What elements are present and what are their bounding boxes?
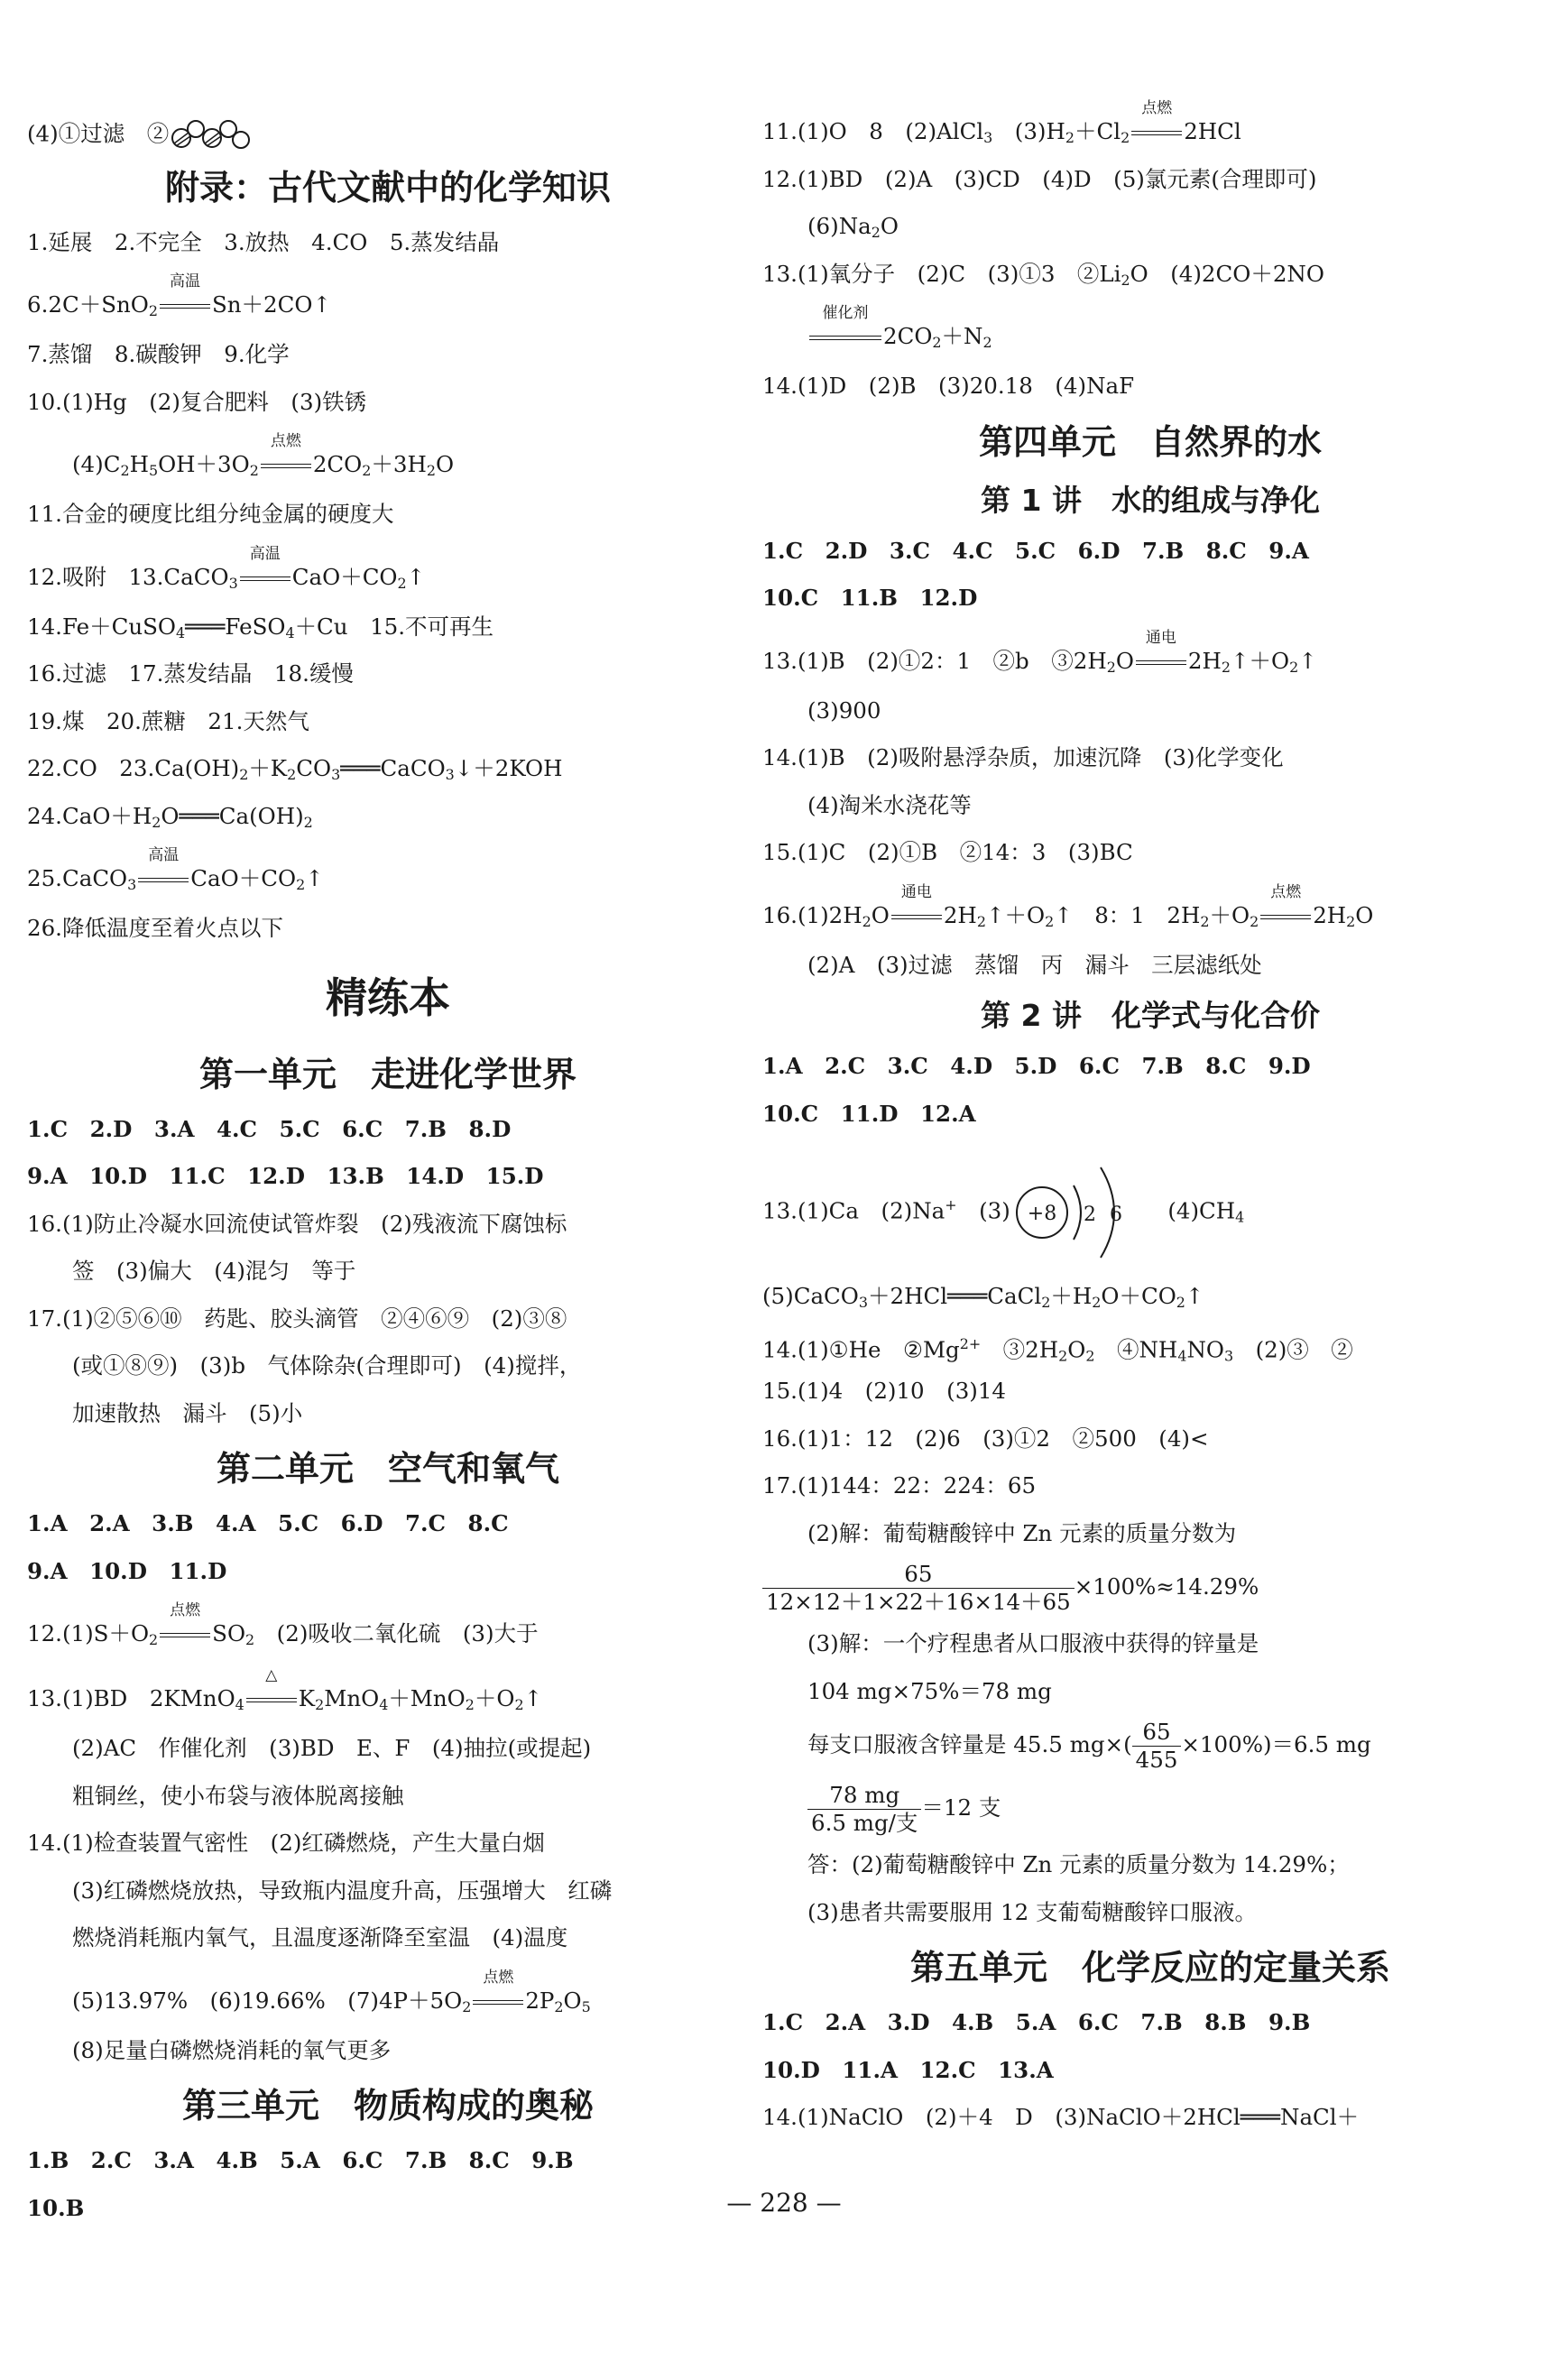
answer-line: 17.(1)②⑤⑥⑩ 药匙、胶头滴管 ②④⑥⑨ (2)③⑧ <box>27 1305 567 1332</box>
appendix-title: 附录：古代文献中的化学知识 <box>164 167 611 208</box>
answer-line: 10.C 11.B 12.D <box>762 585 978 611</box>
answer-line: 15.(1)4 (2)10 (3)14 <box>762 1378 1007 1404</box>
right-column <box>762 99 1538 2142</box>
answer-line: 11.(1)O 8 (2)AlCl$_3$ $(3)H_2+Cl_2$ 点燃 2HCl <box>762 99 1241 146</box>
unit-title: 第一单元 走进化学世界 <box>198 1054 576 1094</box>
answer-line: 14.(1)B (2)吸附悬浮杂质，加速沉降 (3)化学变化 <box>762 744 1284 770</box>
answer-line: (或①⑧⑨) (3)b 气体除杂(合理即可) (4)搅拌， <box>72 1352 582 1379</box>
answer-line: $16.(1)2H_2O$ 通电 $2H_2↑+O_2↑$ 8：1 $2H_2+O_2$ 点燃 $2H_2O$ <box>762 882 1374 930</box>
answer-line: $12.(1)S+O_2$ 点燃 $SO_2$ (2)吸收二氧化硫 (3)大于 <box>27 1601 539 1648</box>
unit-title: 第二单元 空气和氧气 <box>216 1449 559 1489</box>
reaction-condition: 通电 <box>891 902 942 929</box>
answer-line: 粗铜丝，使小布袋与液体脱离接触 <box>72 1782 404 1809</box>
answer-line: 10.B <box>27 2194 85 2221</box>
answer-line: 13.(1)Ca (2)Na+ (3) +8 2 6 $(4)CH_4$ <box>762 1138 1538 1273</box>
answer-line: $(6)Na_2O$ <box>807 213 899 241</box>
fraction-line: $\frac{78 mg}{\text{6.5 mg/支}}$ ＝12 支 <box>762 1778 1538 1841</box>
answer-line: $(4)C_2H_5OH+3O_2$ 点燃 $2CO_2+3H_2O$ <box>72 432 455 479</box>
answer-line: 1.C 2.D 3.A 4.C 5.C 6.C 7.B 8.D <box>27 1115 512 1142</box>
answer-line: 12.(1)BD (2)A (3)CD (4)D (5)氯元素(合理即可) <box>762 165 1317 192</box>
book-section-title: 精练本 <box>326 973 450 1022</box>
lecture-title: 第 2 讲 化学式与化合价 <box>981 998 1320 1033</box>
answer-line: 9.A 10.D 11.D <box>27 1557 227 1584</box>
answer-line: 9.A 10.D 11.C 12.D 13.B 14.D 15.D <box>27 1163 544 1189</box>
answer-line: 14.(1)①He $②Mg^{2+}$ $③2H_2O_2$ $④NH_4NO_3$ (2)③ ② <box>762 1334 1353 1365</box>
answer-line: (3)红磷燃烧放热，导致瓶内温度升高，压强增大 红磷 <box>72 1877 613 1904</box>
answer-line: 10.D 11.A 12.C 13.A <box>762 2056 1054 2083</box>
answer-line: 加速散热 漏斗 (5)小 <box>72 1399 303 1426</box>
atomic-structure-diagram <box>1010 1149 1146 1276</box>
answer-line: 26.降低温度至着火点以下 <box>27 915 283 941</box>
answer-line: 7.蒸馏 8.碳酸钾 9.化学 <box>27 341 290 367</box>
answer-line: 104 mg×75%＝78 mg <box>807 1677 1052 1704</box>
reaction-condition: 点燃 <box>473 1987 523 2015</box>
fraction: $\frac{65}{12\times 12+1\times 22+16\times 14+65}$ <box>762 1561 1075 1616</box>
answer-line: 19.煤 20.蔗糖 21.天然气 <box>27 707 309 734</box>
fraction-line: $\frac{65}{12\times 12+1\times 22+16\times 14+65}$ ×100%≈14.29% <box>762 1557 1538 1620</box>
lecture-title: 第 1 讲 水的组成与净化 <box>981 482 1320 518</box>
answer-line: 1.C 2.D 3.C 4.C 5.C 6.D 7.B 8.C 9.A <box>762 537 1309 564</box>
answer-line: 1.延展 2.不完全 3.放热 4.CO 5.蒸发结晶 <box>27 228 500 255</box>
answer-line: 13.(1)BD 2KMnO$_4$ △ $K_2MnO_4+MnO_2+O_2↑$ <box>27 1666 543 1713</box>
reaction-condition: 通电 <box>1136 648 1186 675</box>
answer-line: 6.2C＋SnO$_2$ 高温 Sn＋2CO↑ <box>27 272 331 319</box>
answer-line: 14.Fe＋CuSO$_4$═══FeSO$_4$＋Cu 15.不可再生 <box>27 613 494 641</box>
fraction: $\frac{78 mg}{\text{6.5 mg/支}}$ <box>807 1782 921 1837</box>
reaction-condition: 点燃 <box>160 1620 210 1647</box>
answer-line: 13.(1)氧分子 (2)C (3)①3 $②Li_2O$ (4)2CO＋2NO <box>762 260 1324 289</box>
fraction-line: 每支口服液含锌量是 45.5 mg×( $\frac{65}{455}$ ×100%)＝6.5 mg <box>807 1719 1371 1773</box>
page-number: — 228 — <box>726 2188 842 2218</box>
answer-line: 16.过滤 17.蒸发结晶 18.缓慢 <box>27 660 354 687</box>
answer-line: 10.C 11.D 12.A <box>762 1100 976 1127</box>
unit-title: 第五单元 化学反应的定量关系 <box>909 1948 1390 1987</box>
answer-line: 16.(1)防止冷凝水回流使试管炸裂 (2)残液流下腐蚀标 <box>27 1210 567 1237</box>
answer-line: 12.吸附 13.CaCO$_3$ 高温 $CaO+CO_2↑$ <box>27 544 426 592</box>
answer-line: 13.(1)B (2)①2：1 ②b $③2H_2O$ 通电 $2H_2↑+O_2↑$ <box>762 628 1317 676</box>
answer-line: 14.(1)NaClO (2)＋4 D (3)NaClO＋2HCl═══NaCl＋ <box>762 2104 1360 2130</box>
unit-title: 第三单元 物质构成的奥秘 <box>181 2086 594 2126</box>
answer-line: (3)900 <box>807 696 881 724</box>
answer-line: (4)淘米水浇花等 <box>807 791 972 818</box>
reaction-condition: 高温 <box>138 865 189 892</box>
answer-line: 1.B 2.C 3.A 4.B 5.A 6.C 7.B 8.C 9.B <box>27 2147 574 2173</box>
reaction-condition: 催化剂 <box>809 323 881 350</box>
answer-line: (3)解：一个疗程患者从口服液中获得的锌量是 <box>807 1630 1259 1656</box>
answer-line: (8)足量白磷燃烧消耗的氧气更多 <box>72 2036 392 2063</box>
answer-line: 15.(1)C (2)①B ②14：3 (3)BC <box>762 839 1133 865</box>
reaction-condition: 点燃 <box>1131 118 1182 145</box>
answer-line: 22.CO $23.Ca(OH)_2+K_2CO_3═══CaCO_3↓+2KOH$ <box>27 755 563 783</box>
answer-line: 答：(2)葡萄糖酸锌中 Zn 元素的质量分数为 14.29%； <box>807 1851 1350 1877</box>
oxygen-atom-icon <box>1010 1149 1146 1276</box>
answer-line: (3)患者共需要服用 12 支葡萄糖酸锌口服液。 <box>807 1898 1257 1925</box>
reaction-condition: △ <box>246 1685 297 1712</box>
answer-line: 1.A 2.A 3.B 4.A 5.C 6.D 7.C 8.C <box>27 1510 509 1536</box>
answer-line: 25.CaCO$_3$ 高温 $CaO+CO_2↑$ <box>27 846 324 893</box>
shell-1-electrons: 2 <box>1083 1204 1096 1227</box>
reaction-condition: 高温 <box>160 291 210 318</box>
answer-line: 燃烧消耗瓶内氧气，且温度逐渐降至室温 (4)温度 <box>72 1924 568 1951</box>
answer-line: (2)AC 作催化剂 (3)BD E、F (4)抽拉(或提起) <box>72 1735 592 1761</box>
answer-line: 14.(1)D (2)B (3)20.18 (4)NaF <box>762 373 1135 399</box>
answer-line: 1.A 2.C 3.C 4.D 5.D 6.C 7.B 8.C 9.D <box>762 1053 1311 1079</box>
answer-line: (2)解：葡萄糖酸锌中 Zn 元素的质量分数为 <box>807 1519 1237 1546</box>
answer-line: 1.C 2.A 3.D 4.B 5.A 6.C 7.B 8.B 9.B <box>762 2009 1311 2035</box>
nucleus-charge: +8 <box>1027 1203 1057 1226</box>
reaction-condition: 点燃 <box>1260 902 1311 929</box>
shell-2-electrons: 6 <box>1109 1204 1122 1227</box>
answer-line: 10.(1)Hg (2)复合肥料 (3)铁锈 <box>27 388 367 415</box>
answer-line: 16.(1)1：12 (2)6 (3)①2 ②500 (4)< <box>762 1425 1209 1452</box>
answer-line: (5)13.97% (6)19.66% $(7)4P+5O_2$ 点燃 $2P_2O_5$ <box>72 1968 591 2015</box>
reaction-condition: 高温 <box>240 564 291 591</box>
answer-line: (2)A (3)过滤 蒸馏 丙 漏斗 三层滤纸处 <box>807 951 1262 978</box>
answer-line: 11.合金的硬度比组分纯金属的硬度大 <box>27 501 394 527</box>
answer-line: 14.(1)检查装置气密性 (2)红磷燃烧，产生大量白烟 <box>27 1830 545 1856</box>
answer-line: 催化剂 $2CO_2+N_2$ <box>762 298 1538 363</box>
unit-title: 第四单元 自然界的水 <box>978 421 1322 462</box>
answer-line: $(5)CaCO_3+2HCl═══CaCl_2+H_2O+CO_2↑$ <box>762 1283 1204 1311</box>
answer-line: 17.(1)144：22：224：65 <box>762 1472 1037 1499</box>
left-column <box>27 108 749 2232</box>
molecule-diagram-icon <box>169 118 250 152</box>
answer-line: $24.CaO+H_2O═══Ca(OH)_2$ <box>27 802 313 831</box>
answer-line: (4)①过滤 ② <box>27 108 749 156</box>
reaction-condition: 点燃 <box>261 451 311 478</box>
answer-line: 签 (3)偏大 (4)混匀 等于 <box>72 1258 356 1284</box>
fraction: $\frac{65}{455}$ <box>1132 1719 1182 1774</box>
